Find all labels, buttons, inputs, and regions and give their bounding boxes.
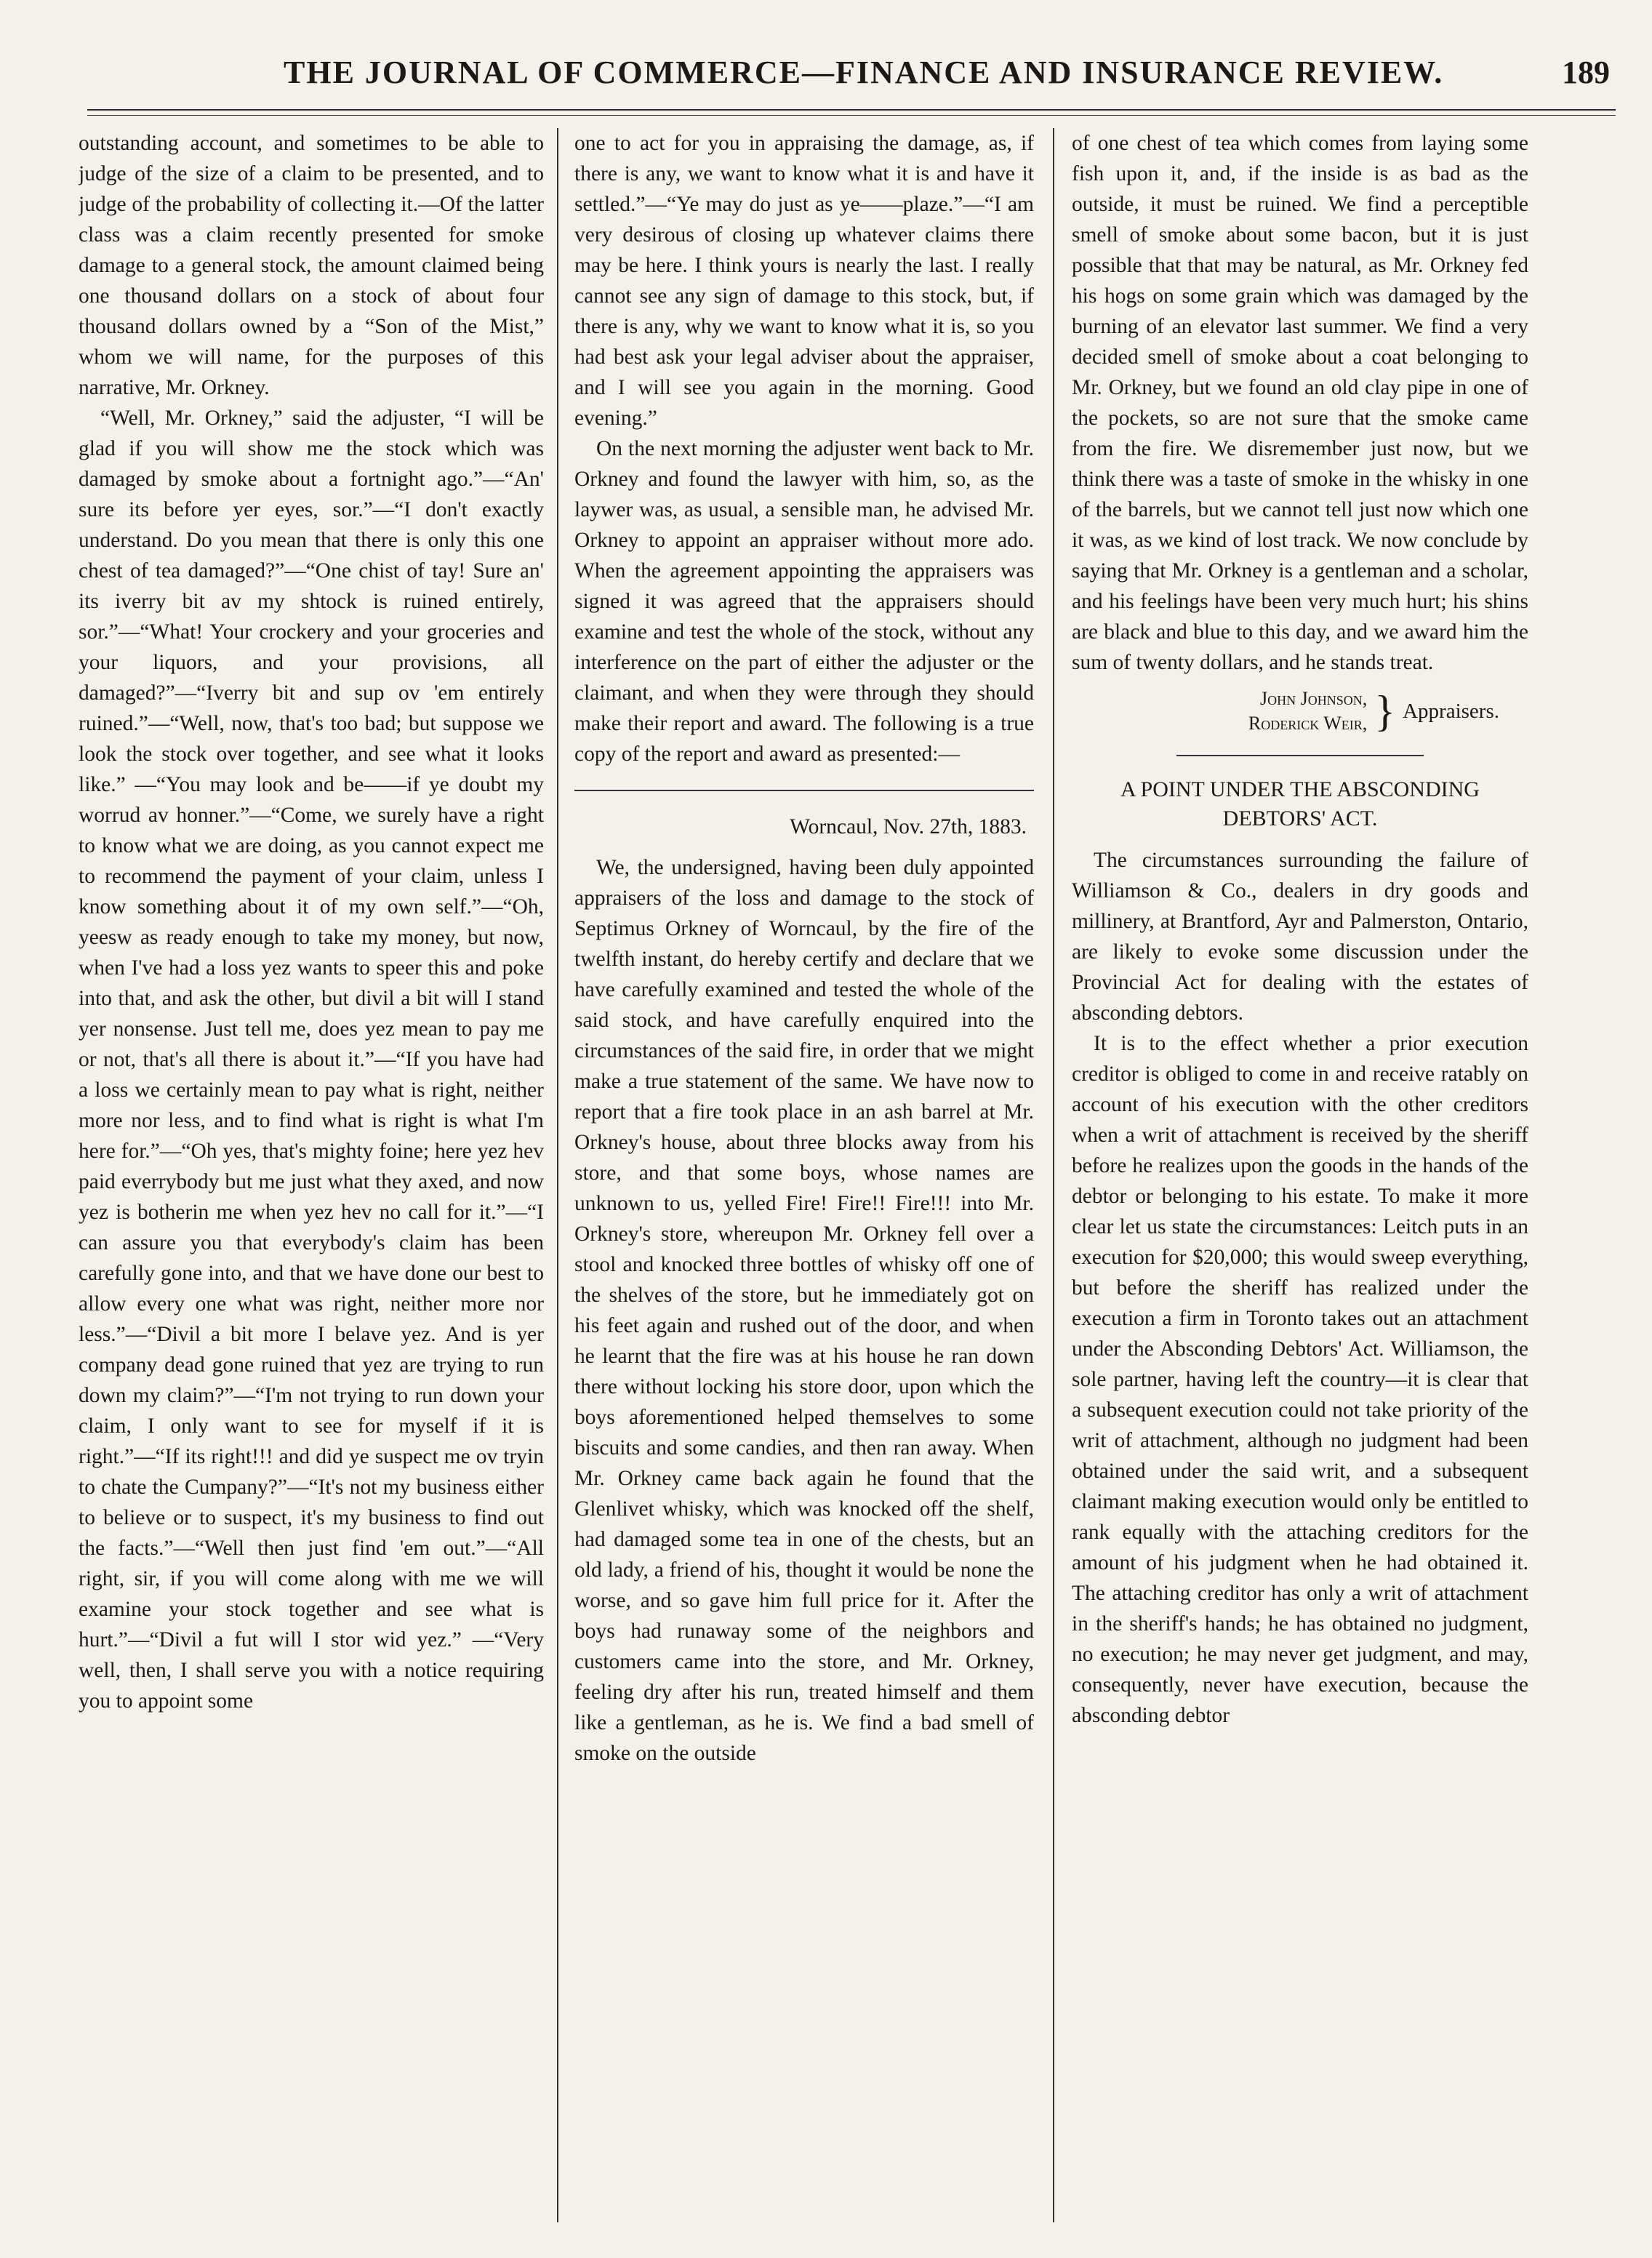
report-dateline: Worncaul, Nov. 27th, 1883.	[790, 815, 1027, 838]
column-3	[1072, 128, 1528, 2237]
paragraph: The circumstances surrounding the failure of Williamson & Co., dealers in dry goods and millinery, at Brantford, Ayr and Palmerston, Ontario, are likely to evoke some discussion under the Provincial Act for dealing with the estates of absconding debtors.	[1072, 849, 1528, 1025]
section-rule	[574, 790, 1034, 791]
paragraph: one to act for you in appraising the damage, as, if there is any, we want to know what it is and have it settled.”—“Ye may do just as ye——plaze.”—“I am very desirous of closing up whatever claims there may be here. I think yours is nearly the last. I really cannot see any sign of damage to this stock, but, if there is any, why we want to know what it is, so you had best ask your legal adviser about the appraiser, and I will see you again in the morning. Good evening.”	[574, 132, 1034, 430]
paragraph: On the next morning the adjuster went back to Mr. Orkney and found the lawyer with him, so, as the laywer was, as usual, a sensible man, he advised Mr. Orkney to appoint an appraiser without more ado. When the agreement appointing the appraisers was signed it was agreed that the appraisers should examine and test the whole of the stock, without any interference on the part of either the adjuster or the claimant, and when they were through they should make their report and award. The following is a true copy of the report and award as presented:—	[574, 437, 1034, 766]
column-1	[79, 128, 544, 2237]
column-divider	[557, 128, 558, 2222]
journal-title: THE JOURNAL OF COMMERCE—FINANCE AND INSURANCE REVIEW.	[284, 55, 1444, 90]
page-number: 189	[1562, 55, 1610, 90]
paragraph: “Well, Mr. Orkney,” said the adjuster, “I will be glad if you will show me the stock which was damaged by smoke about a fortnight ago.”—“An' sure its before yer eyes, sor.”—“I don't exactly understand. Do you mean that there is only this one chest of tea damaged?”—“One chist of tay! Sure an' its iverry bit av my shtock is ruined entirely, sor.”—“What! Your crockery and your groceries and your liquors, and your provisions, all damaged?”—“Iverry bit and sup ov 'em entirely ruined.”—“Well, now, that's too bad; but suppose we look the stock over together, and see what it looks like.” —“You may look and be——if ye doubt my worrud av honner.”—“Come, we surely have a right to know what we are doing, as you cannot expect me to recommend the payment of your claim, unless I know something about it of my own self.”—“Oh, yeesw as ready enough to take my money, but now, when I've had a loss yez wants to speer this and poke into that, and ask the other, but divil a bit will I stand yer nonsense. Just tell me, does yez mean to pay me or not, that's all there is about it.”—“If you have had a loss we certainly mean to pay what is right, neither more nor less, and to find what is right is what I'm here for.”—“Oh yes, that's mighty foine; here yez hev paid everrybody but me just what they axed, and now yez is botherin me when yez hev no call for it.”—“I can assure you that everybody's claim has been carefully gone into, and that we have done our best to allow every one what was right, neither more nor less.”—“Divil a bit more I belave yez. And is yer company dead gone ruined that yez are trying to run down my claim?”—“I'm not trying to run down your claim, I only want to see for myself if it is right.”—“If its right!!! and did ye suspect me ov tryin to chate the Cumpany?”—“It's not my business either to believe or to suspect, it's my business to find out the facts.”—“Well then just find 'em out.”—“All right, sir, if you will come along with me we will examine your stock together and see what is hurt.”—“Divil a fut will I stor wid yez.” —“Very well, then, I shall serve you with a notice requiring you to appoint some	[79, 407, 544, 1713]
signature-names	[1248, 686, 1367, 736]
paragraph: outstanding account, and sometimes to be able to judge of the size of a claim to be presented, and to judge of the probability of collecting it.—Of the latter class was a claim recently presented for smoke damage to a general stock, the amount claimed being one thousand dollars on a stock of about four thousand dollars owned by a “Son of the Mist,” whom we will name, for the purposes of this narrative, Mr. Orkney.	[79, 132, 544, 399]
header-rule	[87, 109, 1616, 111]
column-divider	[1053, 128, 1054, 2222]
signature-role: Appraisers.	[1403, 700, 1499, 723]
report-text: We, the undersigned, having been duly appointed appraisers of the loss and damage to the stock of Septimus Orkney of Worncaul, by the fire of the twelfth instant, do hereby certify and declare that we have carefully examined and tested the whole of the said stock, and have carefully enquired into the circumstances of the said fire, in order that we might make a true statement of the same. We have now to report that a fire took place in an ash barrel at Mr. Orkney's house, about three blocks away from his store, and that some boys, whose names are unknown to us, yelled Fire! Fire!! Fire!!! into Mr. Orkney's store, whereupon Mr. Orkney fell over a stool and knocked three bottles of whisky off one of the shelves of the store, but he immediately got on his feet again and rushed out of the door, and when he learnt that the fire was at his house he ran down there without locking his store door, upon which the boys aforementioned helped themselves to some biscuits and some candies, and then ran away. When Mr. Orkney came back again he found that the Glenlivet whisky, which was knocked off the shelf, had damaged some tea in one of the chests, but an old lady, a friend of his, thought it would be none the worse, and so gave him full price for it. After the boys had runaway some of the neighbors and customers came into the store, and Mr. Orkney, feeling dry after his run, treated himself and them like a gentleman, as he is. We find a bad smell of smoke on the outside	[574, 856, 1034, 1765]
brace-icon: }	[1374, 687, 1396, 735]
heading-line: A POINT UNDER THE ABSCONDING	[1120, 777, 1480, 801]
header-rule-thin	[87, 115, 1616, 116]
signature-name: Roderick Weir,	[1248, 713, 1368, 734]
paragraph: of one chest of tea which comes from laying some fish upon it, and, if the inside is as bad as the outside, it must be ruined. We find a perceptible smell of smoke about some bacon, but it is just possible that that may be natural, as Mr. Orkney fed his hogs on some grain which was damaged by the burning of an elevator last summer. We find a very decided smell of smoke about a coat belonging to Mr. Orkney, but we found an old clay pipe in one of the pockets, so are not sure that the smoke came from the fire. We disremember just now, but we think there was a taste of smoke in the whisky in one of the barrels, but we cannot tell just now which one it was, as we kind of lost track. We now conclude by saying that Mr. Orkney is a gentleman and a scholar, and his feelings have been very much hurt; his shins are black and blue to this day, and we award him the sum of twenty dollars, and he stands treat.	[1072, 132, 1528, 674]
signature-block	[1072, 686, 1499, 736]
article-heading	[1072, 775, 1528, 833]
paragraph: It is to the effect whether a prior execution creditor is obliged to come in and receive ratably on account of his execution with the other creditors when a writ of attachment is received by the sheriff before he realizes upon the goods in the hands of the debtor or belonging to his estate. To make it more clear let us state the circumstances: Leitch puts in an execution for $20,000; this would sweep everything, but before the sheriff has realized under the execution a firm in Toronto takes out an attachment under the Absconding Debtors' Act. Williamson, the sole partner, having left the country—it is clear that a subsequent execution could not take priority of the writ of attachment, although no judgment had been obtained under the said writ, and a subsequent claimant making execution would only be entitled to rank equally with the attaching creditors for the amount of his judgment when he had obtained it. The attaching creditor has only a writ of attachment in the sheriff's hands; he has obtained no judgment, no execution; he may never get judgment, and may, consequently, never have execution, because the absconding debtor	[1072, 1032, 1528, 1727]
heading-line: DEBTORS' ACT.	[1222, 806, 1378, 830]
masthead	[87, 51, 1616, 102]
signature-name: John Johnson,	[1260, 688, 1368, 709]
column-2	[574, 128, 1034, 2237]
section-rule	[1176, 755, 1424, 756]
